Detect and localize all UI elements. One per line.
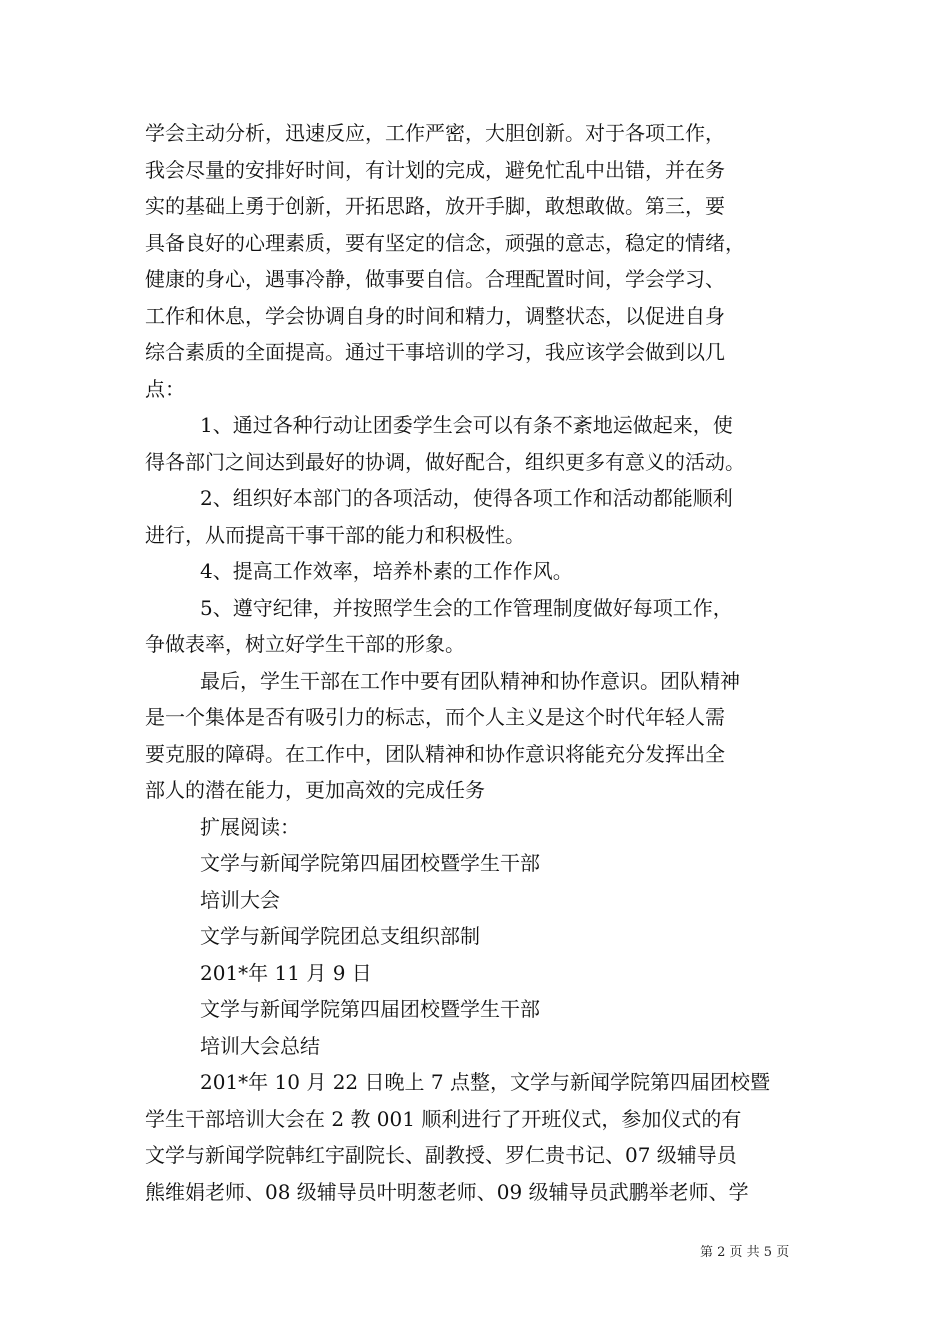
- text-line: 文学与新闻学院韩红宇副院长、副教授、罗仁贵书记、07 级辅导员: [145, 1143, 737, 1167]
- text-line: 学会主动分析，迅速反应，工作严密，大胆创新。对于各项工作，: [145, 121, 725, 145]
- text-line: 文学与新闻学院团总支组织部制: [200, 924, 480, 948]
- text-line: 扩展阅读：: [200, 814, 300, 839]
- document-body: [145, 115, 810, 1210]
- text-line: 是一个集体是否有吸引力的标志，而个人主义是这个时代年轻人需: [145, 705, 725, 729]
- text-line: 进行，从而提高干事干部的能力和积极性。: [145, 522, 525, 547]
- text-line: 201*年 10 月 22 日晚上 7 点整，文学与新闻学院第四届团校暨: [200, 1070, 770, 1094]
- text-line: 培训大会: [200, 887, 280, 912]
- text-line: 学生干部培训大会在 2 教 001 顺利进行了开班仪式，参加仪式的有: [145, 1106, 742, 1131]
- text-line: 文学与新闻学院第四届团校暨学生干部: [200, 851, 540, 875]
- text-line: 部人的潜在能力，更加高效的完成任务: [145, 778, 485, 802]
- text-line: 具备良好的心理素质，要有坚定的信念，顽强的意志，稳定的情绪，: [145, 230, 745, 255]
- text-line: 201*年 11 月 9 日: [200, 960, 372, 985]
- text-line: 工作和休息，学会协调自身的时间和精力，调整状态，以促进自身: [145, 303, 725, 328]
- text-line: 熊维娟老师、08 级辅导员叶明葱老师、09 级辅导员武鹏举老师、学: [145, 1179, 749, 1204]
- text-line: 点：: [145, 376, 185, 401]
- text-line: 实的基础上勇于创新，开拓思路，放开手脚，敢想敢做。第三，要: [145, 194, 725, 218]
- text-line: 争做表率，树立好学生干部的形象。: [145, 632, 465, 656]
- text-line: 得各部门之间达到最好的协调，做好配合，组织更多有意义的活动。: [145, 449, 745, 474]
- text-line: 5、遵守纪律，并按照学生会的工作管理制度做好每项工作，: [200, 595, 733, 620]
- text-line: 健康的身心，遇事冷静，做事要自信。合理配置时间，学会学习、: [145, 267, 725, 291]
- text-line: 我会尽量的安排好时间，有计划的完成，避免忙乱中出错，并在务: [145, 157, 725, 182]
- text-line: 4、提高工作效率，培养朴素的工作作风。: [200, 559, 573, 583]
- page-number-footer: 第 2 页 共 5 页: [700, 1245, 790, 1260]
- text-line: 要克服的障碍。在工作中，团队精神和协作意识将能充分发挥出全: [145, 741, 725, 766]
- text-line: 2、组织好本部门的各项活动，使得各项工作和活动都能顺利: [200, 486, 733, 510]
- text-line: 1、通过各种行动让团委学生会可以有条不紊地运做起来，使: [200, 413, 733, 437]
- text-line: 文学与新闻学院第四届团校暨学生干部: [200, 997, 540, 1021]
- text-line: 综合素质的全面提高。通过干事培训的学习，我应该学会做到以几: [145, 340, 725, 364]
- text-line: 最后，学生干部在工作中要有团队精神和协作意识。团队精神: [200, 668, 740, 693]
- text-line: 培训大会总结: [200, 1033, 320, 1058]
